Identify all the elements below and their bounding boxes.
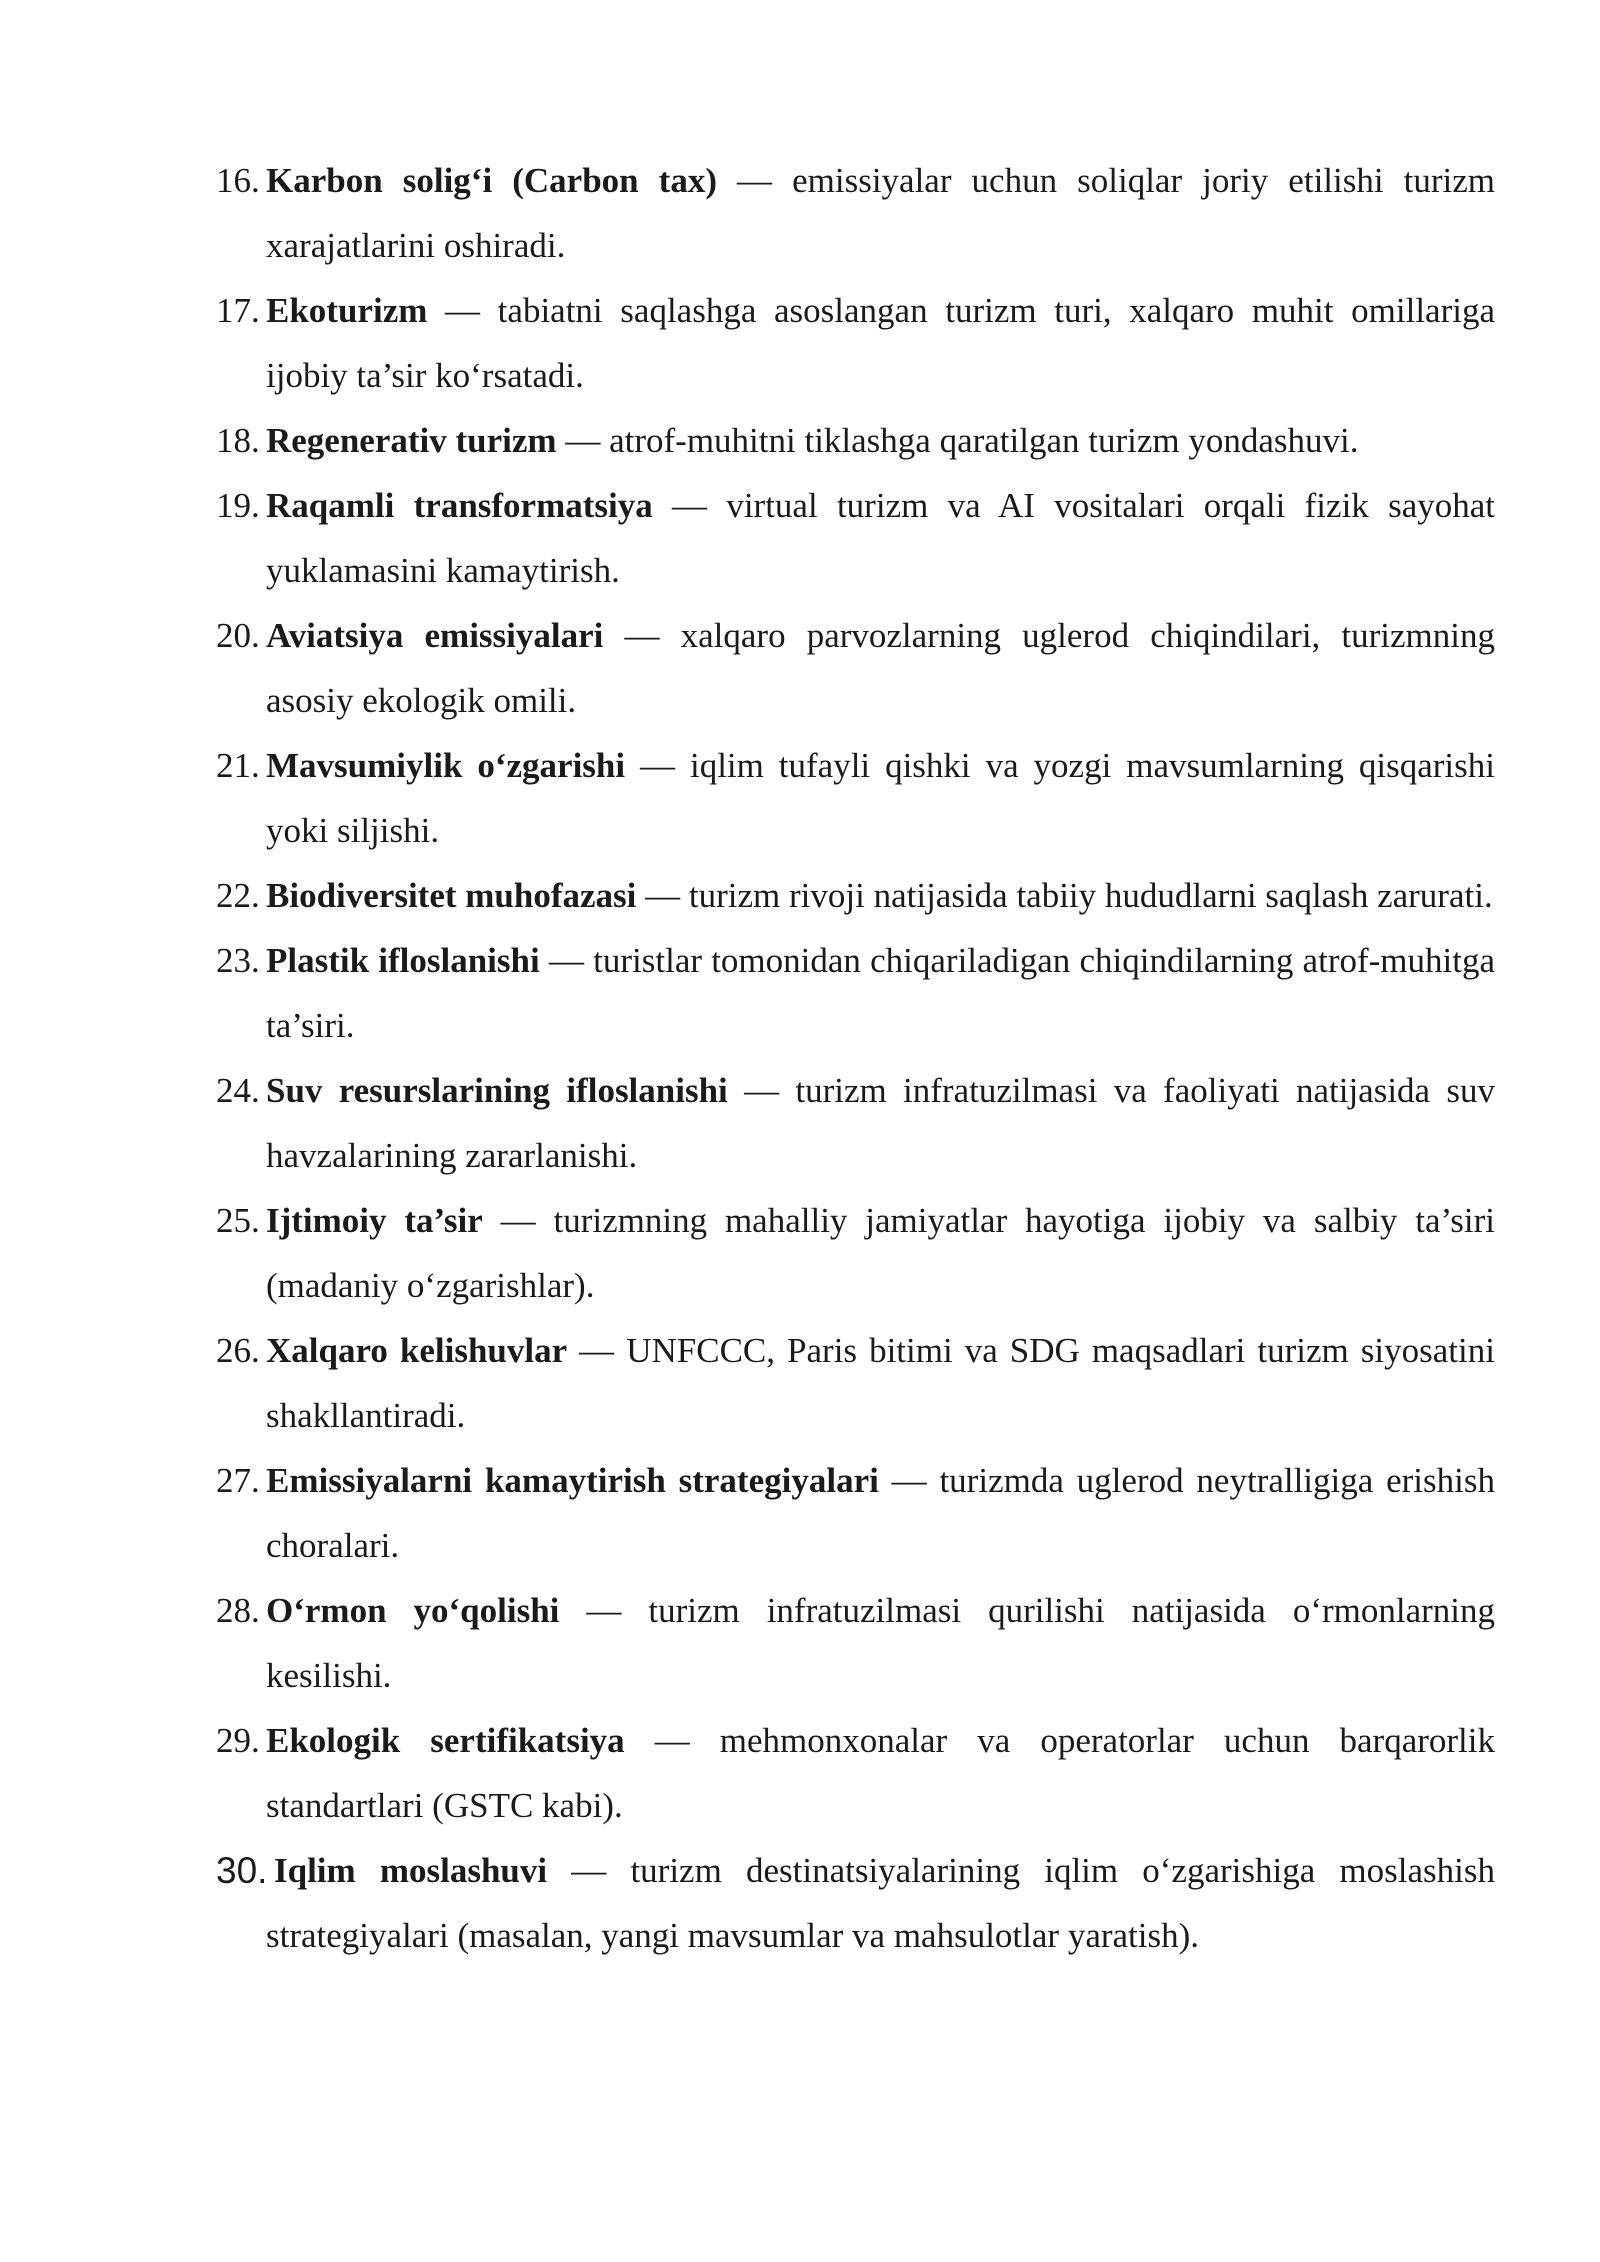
list-item (216, 1318, 1495, 1448)
item-definition: — turizm destinatsiyalarining iqlim o‘zgarishiga moslashish strategiyalari (masalan, yangi mavsumlar va mahsulotlar yaratish). (266, 1851, 1495, 1955)
item-number: 19. (216, 486, 260, 525)
item-number: 22. (216, 876, 260, 915)
item-term: Suv resurslarining ifloslanishi (266, 1071, 728, 1110)
item-definition: — turizmning mahalliy jamiyatlar hayotiga ijobiy va salbiy ta’siri (madaniy o‘zgarishlar). (266, 1201, 1495, 1305)
list-item (216, 1058, 1495, 1188)
list-item (216, 863, 1495, 928)
item-term: Ijtimoiy ta’sir (266, 1201, 483, 1240)
list-item (216, 1838, 1495, 1968)
item-definition: — turizm rivoji natijasida tabiiy hududlarni saqlash zarurati. (636, 876, 1493, 915)
item-number: 23. (216, 941, 260, 980)
item-term: Regenerativ turizm (266, 421, 557, 460)
item-term: Ekologik sertifikatsiya (266, 1721, 625, 1760)
item-definition: — turizm infratuzilmasi va faoliyati natijasida suv havzalarining zararlanishi. (266, 1071, 1496, 1175)
item-definition: — emissiyalar uchun soliqlar joriy etilishi turizm xarajatlarini oshiradi. (266, 161, 1495, 265)
item-term: O‘rmon yo‘qolishi (266, 1591, 560, 1630)
list-item (216, 603, 1495, 733)
list-item (216, 1578, 1495, 1708)
item-number: 28. (216, 1591, 260, 1630)
list-item (216, 733, 1495, 863)
list-item (216, 1448, 1495, 1578)
item-term: Karbon solig‘i (Carbon tax) (266, 161, 717, 200)
item-definition: — mehmonxonalar va operatorlar uchun barqarorlik standartlari (GSTC kabi). (266, 1721, 1495, 1825)
item-number: 24. (216, 1071, 260, 1110)
item-term: Raqamli transformatsiya (266, 486, 653, 525)
item-term: Emissiyalarni kamaytirish strategiyalari (266, 1461, 879, 1500)
item-number: 26. (216, 1331, 260, 1370)
item-definition: — turistlar tomonidan chiqariladigan chiqindilarning atrof-muhitga ta’siri. (266, 941, 1495, 1045)
item-definition: — turizm infratuzilmasi qurilishi natijasida o‘rmonlarning kesilishi. (266, 1591, 1495, 1695)
item-number: 21. (216, 746, 260, 785)
item-term: Ekoturizm (266, 291, 428, 330)
list-item (216, 1708, 1495, 1838)
item-term: Xalqaro kelishuvlar (266, 1331, 568, 1370)
list-item (216, 928, 1495, 1058)
item-definition: — turizmda uglerod neytralligiga erishish choralari. (266, 1461, 1495, 1565)
item-term: Plastik ifloslanishi (266, 941, 540, 980)
item-term: Iqlim moslashuvi (274, 1851, 548, 1890)
item-number: 16. (216, 161, 260, 200)
item-term: Biodiversitet muhofazasi (266, 876, 637, 915)
item-number: 29. (216, 1721, 260, 1760)
item-number: 25. (216, 1201, 260, 1240)
list-item (216, 408, 1495, 473)
item-definition: — iqlim tufayli qishki va yozgi mavsumlarning qisqarishi yoki siljishi. (266, 746, 1495, 850)
item-definition: — xalqaro parvozlarning uglerod chiqindilari, turizmning asosiy ekologik omili. (266, 616, 1495, 720)
list-item (216, 278, 1495, 408)
item-definition: — atrof-muhitni tiklashga qaratilgan turizm yondashuvi. (556, 421, 1359, 460)
item-term: Mavsumiylik o‘zgarishi (266, 746, 626, 785)
glossary-list (216, 148, 1495, 1968)
item-number: 20. (216, 616, 260, 655)
list-item (216, 148, 1495, 278)
list-item (216, 1188, 1495, 1318)
item-number: 18. (216, 421, 260, 460)
list-item (216, 473, 1495, 603)
item-number: 27. (216, 1461, 260, 1500)
item-number: 30. (216, 1850, 268, 1891)
item-definition: — UNFCCC, Paris bitimi va SDG maqsadlari turizm siyosatini shakllantiradi. (266, 1331, 1495, 1435)
item-term: Aviatsiya emissiyalari (266, 616, 604, 655)
item-definition: — tabiatni saqlashga asoslangan turizm turi, xalqaro muhit omillariga ijobiy ta’sir ko‘rsatadi. (266, 291, 1495, 395)
item-definition: — virtual turizm va AI vositalari orqali fizik sayohat yuklamasini kamaytirish. (266, 486, 1495, 590)
item-number: 17. (216, 291, 260, 330)
